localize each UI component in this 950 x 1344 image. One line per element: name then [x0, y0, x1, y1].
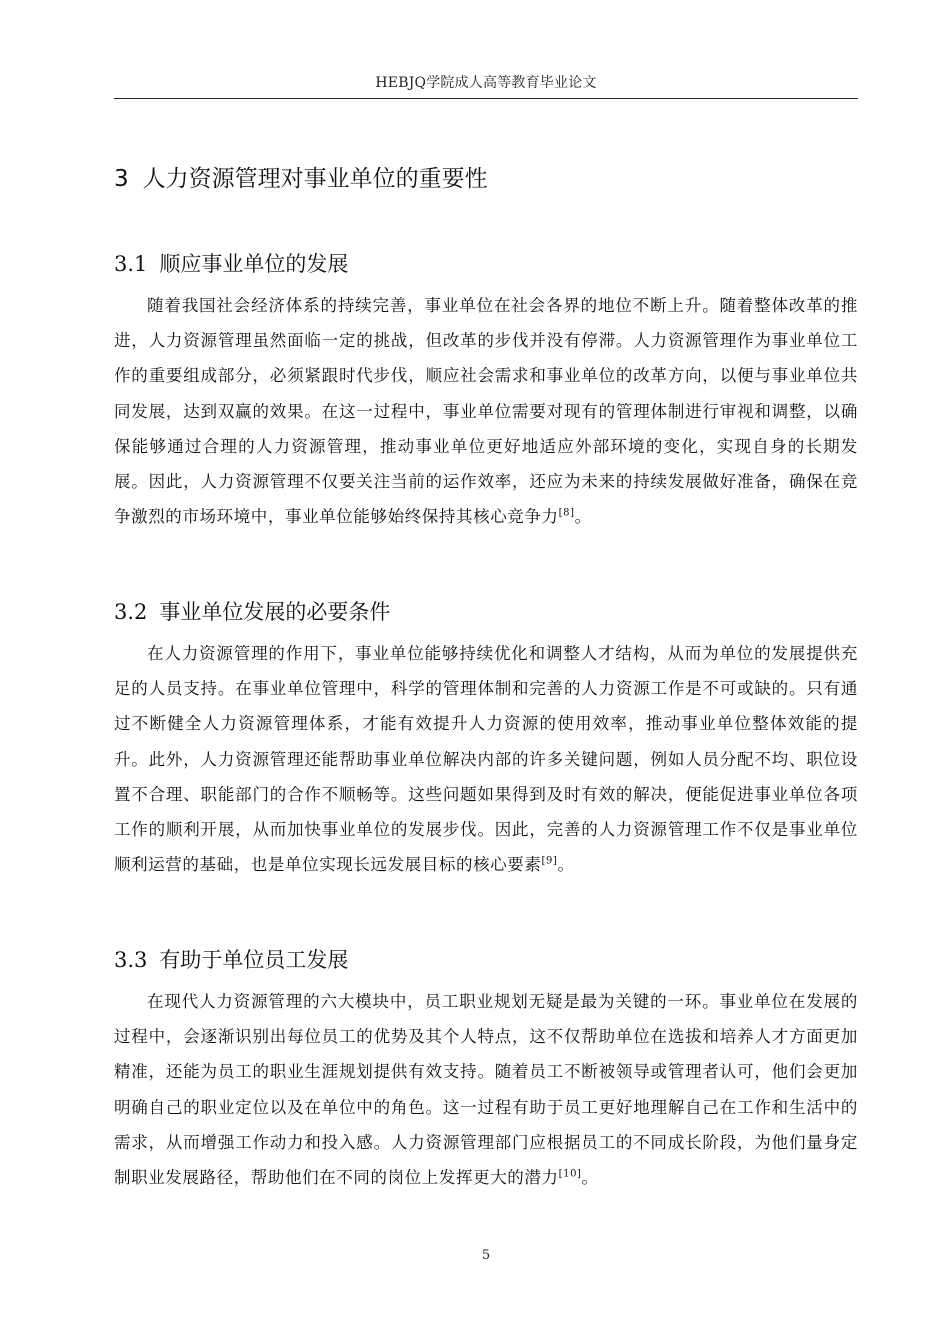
section-title: [114, 942, 858, 978]
section-title: [114, 594, 858, 630]
section-title-text: 顺应事业单位的发展: [159, 252, 349, 276]
section-paragraph: [114, 636, 858, 882]
section-title-text: 有助于单位员工发展: [159, 948, 349, 972]
paragraph-end: 。: [574, 507, 592, 527]
chapter-title-text: 人力资源管理对事业单位的重要性: [142, 166, 488, 192]
citation-ref: [8]: [558, 507, 575, 519]
section-3-2: [114, 594, 858, 882]
section-number: 3.3: [114, 948, 148, 972]
section-3-1: [114, 246, 858, 534]
section-number: 3.1: [114, 252, 148, 276]
chapter-title: [114, 160, 488, 193]
section-paragraph: [114, 984, 858, 1195]
chapter-number: 3: [114, 166, 129, 192]
section-title: [114, 246, 858, 282]
section-title-text: 事业单位发展的必要条件: [159, 600, 391, 624]
section-3-3: [114, 942, 858, 1195]
paragraph-text: 在人力资源管理的作用下，事业单位能够持续优化和调整人才结构，从而为单位的发展提供充足的人员支持。在事业单位管理中，科学的管理体制和完善的人力资源工作是不可或缺的。只有通过不断健全人力资源管理体系，才能有效提升人力资源的使用效率，推动事业单位整体效能的提升。此外，人力资源管理还能帮助事业单位解决内部的许多关键问题，例如人员分配不均、职位设置不合理、职能部门的合作不顺畅等。这些问题如果得到及时有效的解决，便能促进事业单位各项工作的顺利开展，从而加快事业单位的发展步伐。因此，完善的人力资源管理工作不仅是事业单位顺利运营的基础，也是单位实现长远发展目标的核心要素: [114, 644, 858, 875]
citation-ref: [10]: [558, 1168, 582, 1180]
paragraph-text: 在现代人力资源管理的六大模块中，员工职业规划无疑是最为关键的一环。事业单位在发展的过程中，会逐渐识别出每位员工的优势及其个人特点，这不仅帮助单位在选拔和培养人才方面更加精准，还能为员工的职业生涯规划提供有效支持。随着员工不断被领导或管理者认可，他们会更加明确自己的职业定位以及在单位中的角色。这一过程有助于员工更好地理解自己在工作和生活中的需求，从而增强工作动力和投入感。人力资源管理部门应根据员工的不同成长阶段，为他们量身定制职业发展路径，帮助他们在不同的岗位上发挥更大的潜力: [114, 992, 858, 1188]
running-header: HEBJQ学院成人高等教育毕业论文: [114, 72, 858, 99]
page-number: 5: [481, 1248, 491, 1263]
paragraph-end: 。: [581, 1168, 599, 1188]
citation-ref: [9]: [541, 855, 558, 867]
paragraph-text: 随着我国社会经济体系的持续完善，事业单位在社会各界的地位不断上升。随着整体改革的推进，人力资源管理虽然面临一定的挑战，但改革的步伐并没有停滞。人力资源管理作为事业单位工作的重要组成部分，必须紧跟时代步伐，顺应社会需求和事业单位的改革方向，以便与事业单位共同发展，达到双赢的效果。在这一过程中，事业单位需要对现有的管理体制进行审视和调整，以确保能够通过合理的人力资源管理，推动事业单位更好地适应外部环境的变化，实现自身的长期发展。因此，人力资源管理不仅要关注当前的运作效率，还应为未来的持续发展做好准备，确保在竞争激烈的市场环境中，事业单位能够始终保持其核心竞争力: [114, 296, 858, 527]
paragraph-end: 。: [557, 855, 575, 875]
section-number: 3.2: [114, 600, 148, 624]
section-paragraph: [114, 288, 858, 534]
